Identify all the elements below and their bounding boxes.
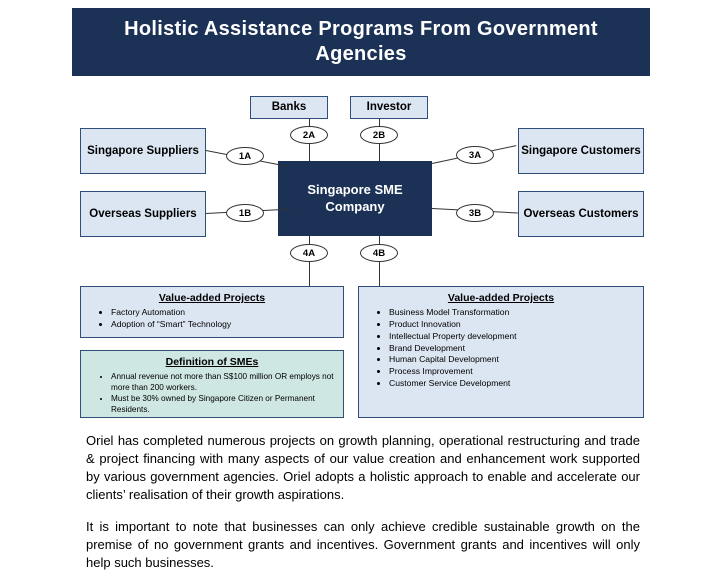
node-singapore-suppliers-label: Singapore Suppliers xyxy=(87,144,199,157)
node-singapore-sme-company[interactable] xyxy=(278,161,432,236)
body-text xyxy=(86,432,640,572)
body-paragraph-1: Oriel has completed numerous projects on growth planning, operational restructuring and trade & project financing with many aspects of our value creation and enhancement work supported by various government agencies. Oriel adopts a holistic approach to enable and accelerate our clients’ realisation of their growth aspirations. xyxy=(86,433,640,502)
panel-definition-list xyxy=(89,371,335,415)
connector-label-4b[interactable] xyxy=(360,244,398,262)
connector-label-3b[interactable] xyxy=(456,204,494,222)
node-investor[interactable] xyxy=(350,96,428,119)
list-item: • Adoption of “Smart” Technology xyxy=(111,319,335,331)
panel-left-title: Value-added Projects xyxy=(158,292,266,304)
list-item: • Annual revenue not more than S$100 million OR employs not more than 200 workers. xyxy=(111,371,335,393)
body-paragraph-2: It is important to note that businesses can only achieve credible sustainable growth on the premise of no government grants and incentives. Government grants and incentives will only help such businesses. xyxy=(86,518,640,570)
page-title: Holistic Assistance Programs From Government Agencies xyxy=(124,18,598,65)
node-singapore-suppliers[interactable] xyxy=(80,128,206,174)
connector-label-4a[interactable] xyxy=(290,244,328,262)
connector-label-4b-text: 4B xyxy=(372,247,386,259)
list-item: • Intellectual Property development xyxy=(389,331,635,343)
node-banks-label: Banks xyxy=(271,101,307,114)
connector-label-2b-text: 2B xyxy=(372,129,386,141)
page-title-banner xyxy=(72,8,650,76)
panel-left-value-added-projects xyxy=(80,286,344,338)
list-item: • Must be 30% owned by Singapore Citizen or Permanent Residents. xyxy=(111,393,335,415)
connector-label-2a[interactable] xyxy=(290,126,328,144)
list-item: • Factory Automation xyxy=(111,307,335,319)
node-overseas-customers[interactable] xyxy=(518,191,644,237)
node-overseas-customers-label: Overseas Customers xyxy=(523,207,639,220)
list-item: • Product Innovation xyxy=(389,319,635,331)
panel-definition-of-smes xyxy=(80,350,344,418)
connector-label-3a-text: 3A xyxy=(468,149,482,161)
panel-right-title: Value-added Projects xyxy=(447,292,555,304)
node-investor-label: Investor xyxy=(366,101,412,114)
node-singapore-customers[interactable] xyxy=(518,128,644,174)
list-item: • Business Model Transformation xyxy=(389,307,635,319)
list-item: • Customer Service Development xyxy=(389,378,635,390)
connector-label-1a-text: 1A xyxy=(238,150,252,162)
connector-label-2b[interactable] xyxy=(360,126,398,144)
node-overseas-suppliers[interactable] xyxy=(80,191,206,237)
panel-right-value-added-projects xyxy=(358,286,644,418)
connector-label-3a[interactable] xyxy=(456,146,494,164)
node-singapore-customers-label: Singapore Customers xyxy=(521,144,641,157)
panel-right-list xyxy=(367,307,635,390)
node-singapore-sme-company-label: Singapore SME Company xyxy=(307,181,403,214)
panel-left-list xyxy=(89,307,335,331)
connector-label-2a-text: 2A xyxy=(302,129,316,141)
panel-definition-title: Definition of SMEs xyxy=(165,356,259,368)
list-item: • Human Capital Development xyxy=(389,354,635,366)
connector-label-4a-text: 4A xyxy=(302,247,316,259)
node-overseas-suppliers-label: Overseas Suppliers xyxy=(89,207,197,220)
list-item: • Process Improvement xyxy=(389,366,635,378)
list-item: • Brand Development xyxy=(389,343,635,355)
connector-label-1b-text: 1B xyxy=(238,207,252,219)
connector-label-1b[interactable] xyxy=(226,204,264,222)
connector-label-1a[interactable] xyxy=(226,147,264,165)
node-banks[interactable] xyxy=(250,96,328,119)
connector-label-3b-text: 3B xyxy=(468,207,482,219)
